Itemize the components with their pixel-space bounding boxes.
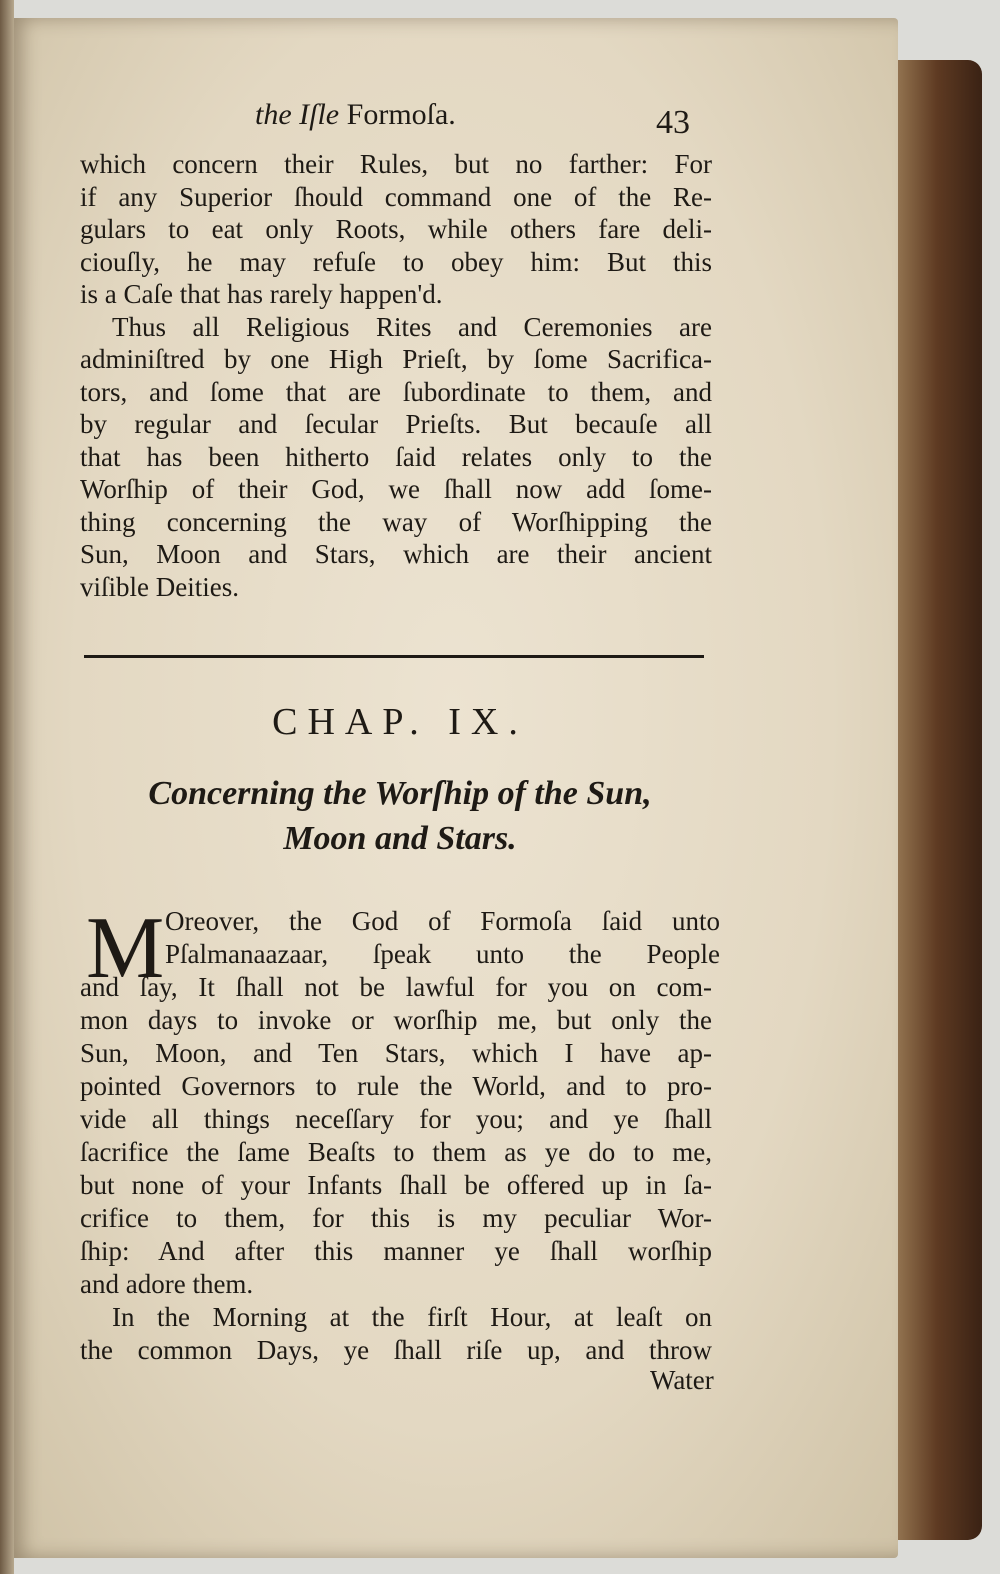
- text-line: Worſhip of their God, we ſhall now add ſome-: [80, 474, 712, 504]
- text-line: Sun, Moon and Stars, which are their ancient: [80, 539, 712, 569]
- drop-cap: M: [86, 900, 165, 997]
- text-line: adminiſtred by one High Prieſt, by ſome Sacrifica-: [80, 344, 712, 374]
- text-line: the common Days, ye ſhall riſe up, and throw: [80, 1335, 712, 1365]
- text-line: ciouſly, he may refuſe to obey him: But this: [80, 246, 712, 277]
- text-line: Sun, Moon, and Ten Stars, which I have ap-: [80, 1038, 712, 1068]
- text-line: which concern their Rules, but no farther: For: [80, 149, 712, 179]
- text-line: vide all things neceſſary for you; and ye ſhall: [80, 1104, 712, 1134]
- text-line: crifice to them, for this is my peculiar Wor-: [80, 1203, 712, 1233]
- text-line: gulars to eat only Roots, while others fare deli-: [80, 214, 712, 244]
- text-line: is a Caſe that has rarely happen'd.: [80, 279, 443, 309]
- text-line: if any Superior ſhould command one of the Re-: [80, 181, 712, 212]
- text-line: viſible Deities.: [80, 571, 239, 602]
- text-line: Thus all Religious Rites and Ceremonies are: [112, 311, 712, 342]
- text-line: thing concerning the way of Worſhipping the: [80, 506, 712, 537]
- text-line: and ſay, It ſhall not be lawful for you on com-: [80, 972, 712, 1002]
- text-line: ſacrifice the ſame Beaſts to them as ye do to me,: [80, 1137, 712, 1167]
- text-line: by regular and ſecular Prieſts. But becauſe all: [80, 409, 712, 439]
- chapter-title-line1: Concerning the Worſhip of the Sun,: [148, 775, 652, 812]
- text-line: In the Morning at the firſt Hour, at leaſt on: [112, 1302, 712, 1332]
- page-number: 43: [656, 104, 690, 141]
- catchword: Water: [650, 1365, 714, 1395]
- text-line: ſhip: And after this manner ye ſhall worſhip: [80, 1236, 712, 1266]
- text-line: Pſalmanaazaar, ſpeak unto the People: [165, 939, 720, 969]
- running-title-text: Formoſa.: [346, 98, 456, 131]
- text-line: and adore them.: [80, 1269, 254, 1299]
- text-line: but none of your Infants ſhall be offered up in ſa-: [80, 1170, 712, 1200]
- text-line: tors, and ſome that are ſubordinate to them, and: [80, 376, 712, 407]
- running-title: [255, 98, 456, 132]
- chapter-rule: [84, 655, 704, 658]
- chapter-number: CHAP. IX.: [272, 701, 528, 743]
- text-line: that has been hitherto ſaid relates only to the: [80, 441, 712, 472]
- chapter-title-line2: Moon and Stars.: [283, 820, 517, 857]
- running-title-italic: the Iſle: [255, 98, 340, 131]
- text-line: pointed Governors to rule the World, and to pro-: [80, 1071, 712, 1101]
- text-line: Oreover, the God of Formoſa ſaid unto: [165, 906, 720, 936]
- text-line: mon days to invoke or worſhip me, but only the: [80, 1005, 712, 1035]
